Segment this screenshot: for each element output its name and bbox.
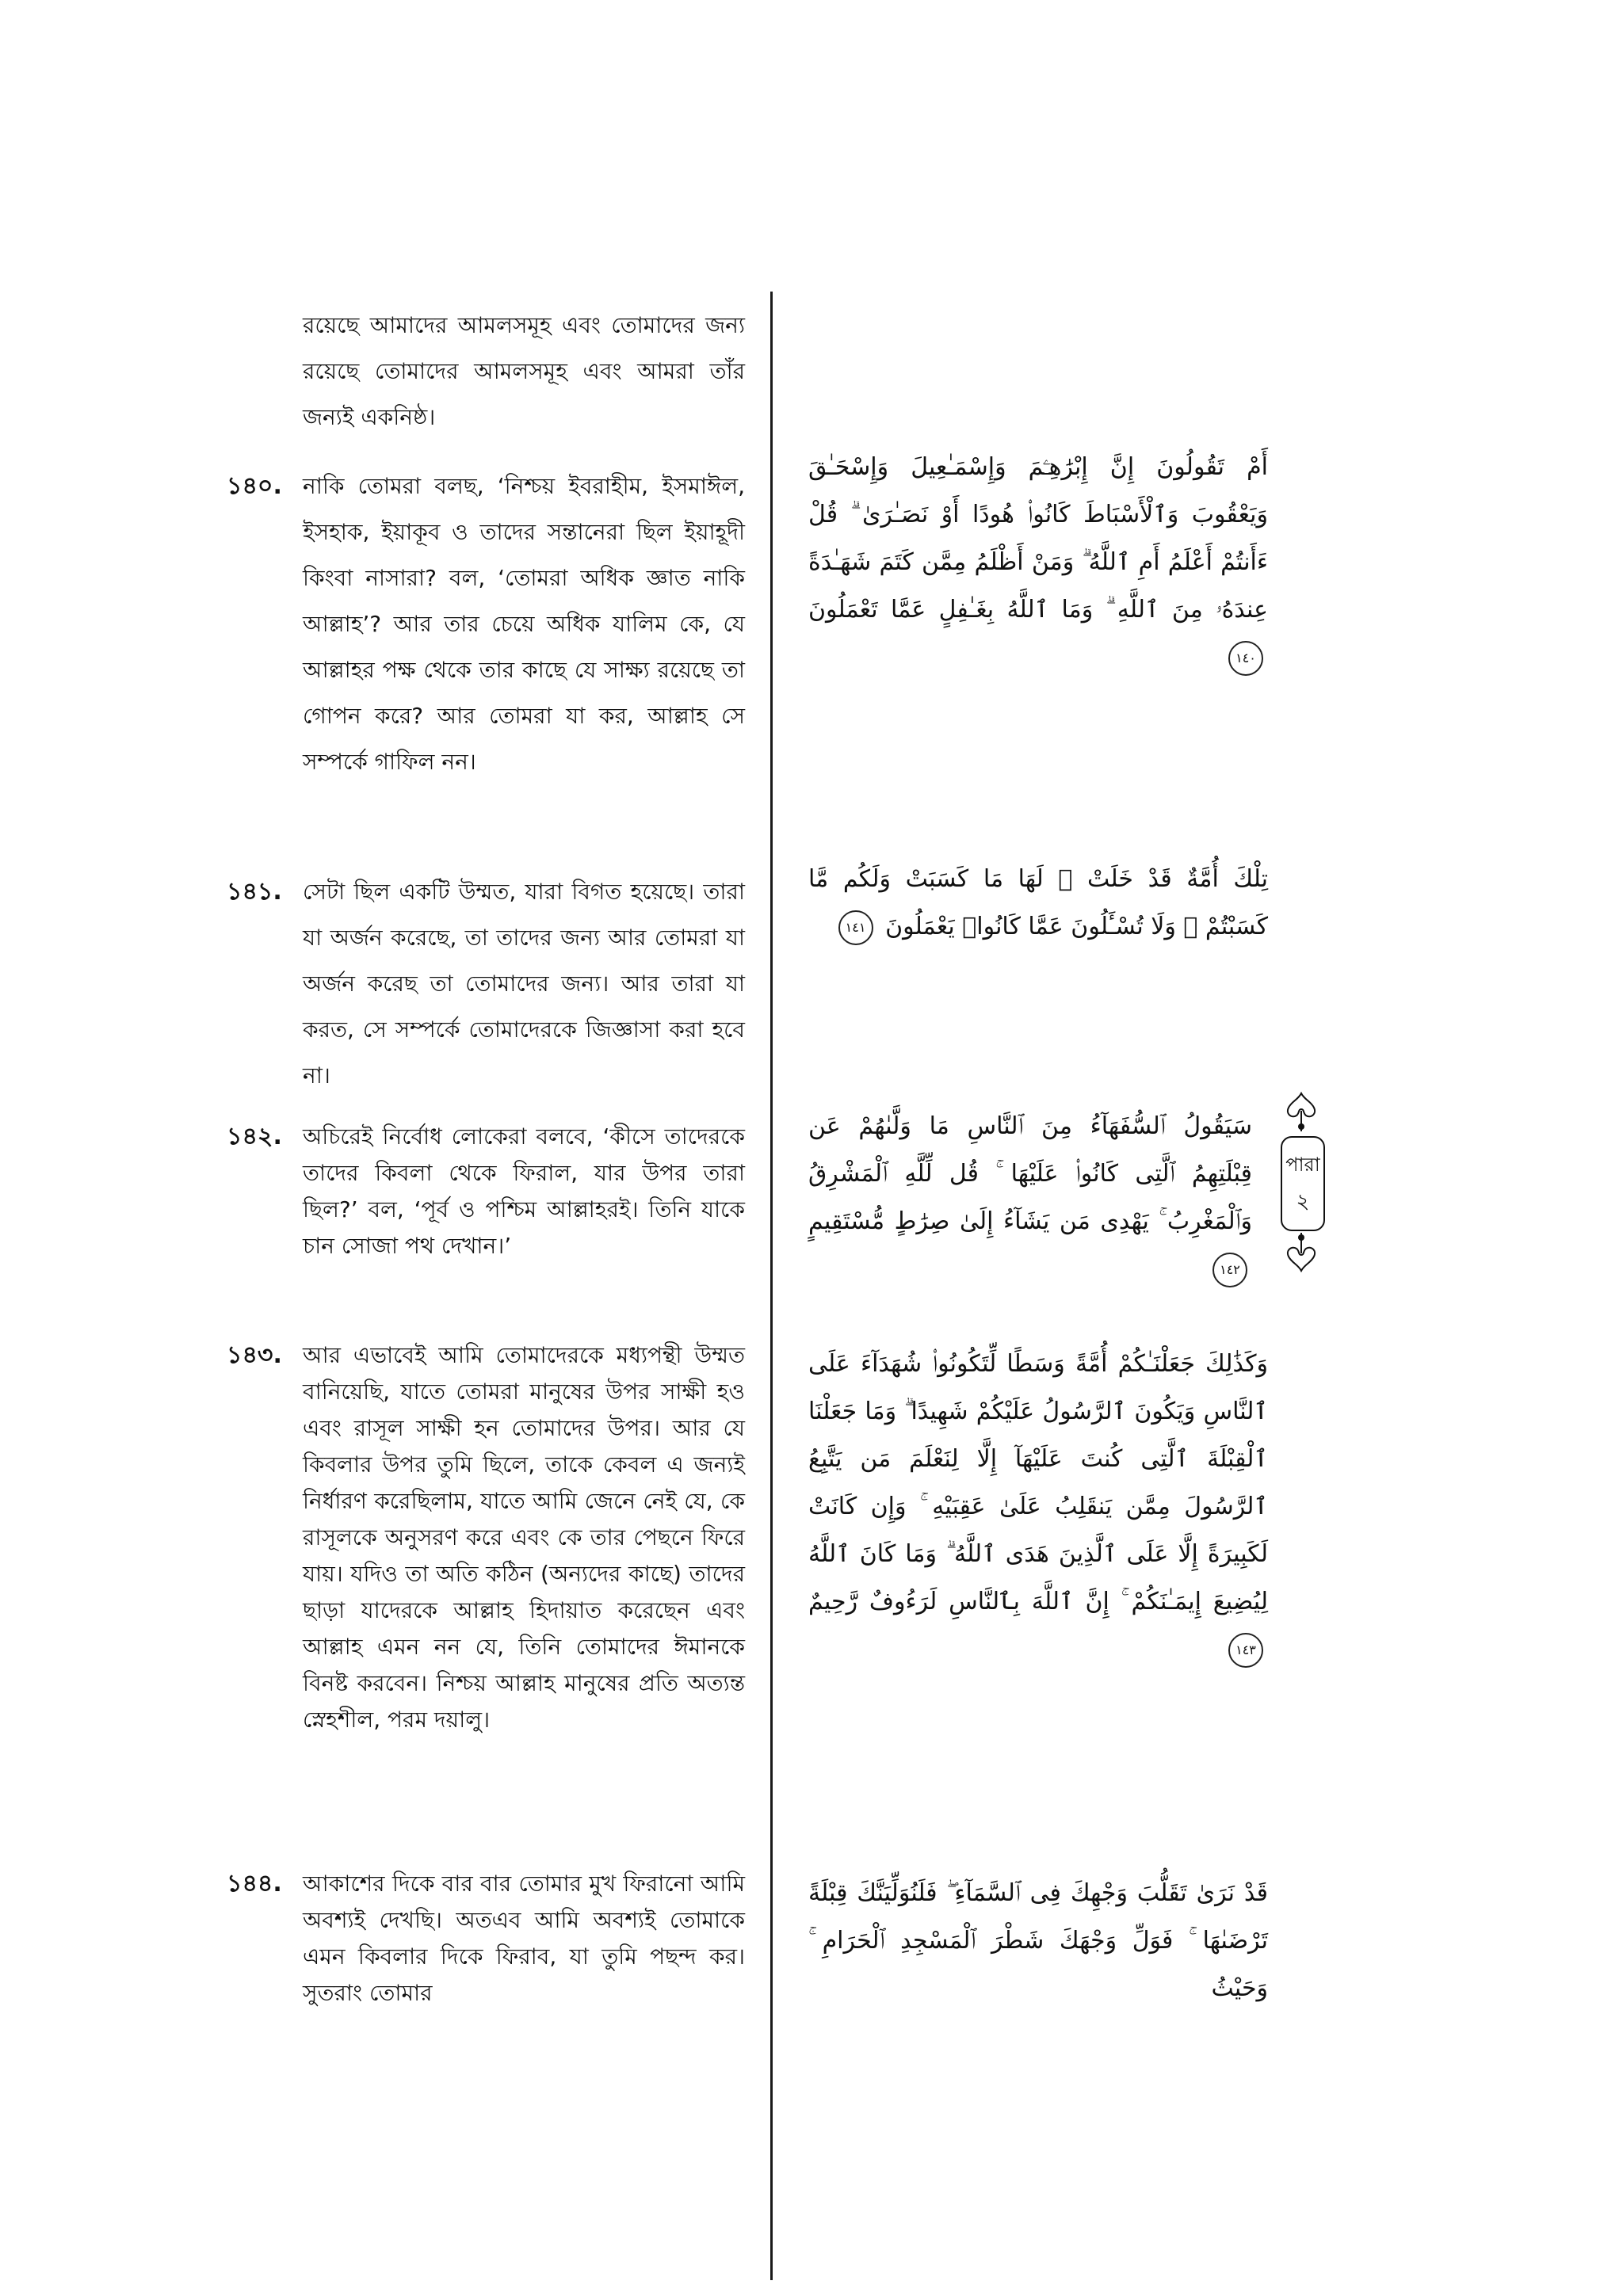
ayah-number-marker: ١٤٢ [1212, 1253, 1247, 1287]
arabic-text: أَمْ تَقُولُونَ إِنَّ إِبْرَٰهِـۧمَ وَإِسْمَـٰعِيلَ وَإِسْحَـٰقَ وَيَعْقُوبَ وَٱلْأَسْبَاطَ كَانُوا۟ هُودًا أَوْ نَصَـٰرَىٰ ۗ قُلْ ءَأَنتُمْ أَعْلَمُ أَمِ ٱللَّهُ ۗ وَمَنْ أَظْلَمُ مِمَّن كَتَمَ شَهَـٰدَةً عِندَهُۥ مِنَ ٱللَّهِ ۗ وَمَا ٱللَّهُ بِغَـٰفِلٍ عَمَّا تَعْمَلُونَ [808, 453, 1268, 624]
verse-text: নাকি তোমরা বলছ, ‘নিশ্চয় ইবরাহীম, ইসমাঈল, ইসহাক, ইয়াকূব ও তাদের সন্তানেরা ছিল ইয়াহূদী কিংবা নাসারা? বল, ‘তোমরা অধিক জ্ঞাত নাকি আল্লাহ’? আর তার চেয়ে অধিক যালিম কে, যে আল্লাহর পক্ষ থেকে তার কাছে যে সাক্ষ্য রয়েছে তা গোপন করে? আর তোমরা যা কর, আল্লাহ সে সম্পর্কে গাফিল নন। [303, 473, 745, 775]
ornament-bottom-icon [1284, 1231, 1319, 1272]
arabic-text: قَدْ نَرَىٰ تَقَلُّبَ وَجْهِكَ فِى ٱلسَّمَآءِ ۖ فَلَنُوَلِّيَنَّكَ قِبْلَةً تَرْضَىٰهَا ۚ فَوَلِّ وَجْهَكَ شَطْرَ ٱلْمَسْجِدِ ٱلْحَرَامِ ۚ وَحَيْثُ [808, 1879, 1268, 2002]
arabic-text: تِلْكَ أُمَّةٌ قَدْ خَلَتْ ۖ لَهَا مَا كَسَبَتْ وَلَكُم مَّا كَسَبْتُمْ ۖ وَلَا تُسْـَٔلُونَ عَمَّا كَانُوا۟ يَعْمَلُونَ [808, 865, 1268, 940]
intro-paragraph [303, 303, 745, 441]
juz-frame [1281, 1136, 1325, 1231]
arabic-text: سَيَقُولُ ٱلسُّفَهَآءُ مِنَ ٱلنَّاسِ مَا وَلَّىٰهُمْ عَن قِبْلَتِهِمُ ٱلَّتِى كَانُوا۟ عَلَيْهَا ۚ قُل لِّلَّهِ ٱلْمَشْرِقُ وَٱلْمَغْرِبُ ۚ يَهْدِى مَن يَشَآءُ إِلَىٰ صِرَٰطٍ مُّسْتَقِيمٍ [808, 1112, 1252, 1235]
ayah-number-marker: ١٤٣ [1228, 1633, 1263, 1668]
verse-142-translation [227, 1119, 745, 1264]
verse-number: ১৪০. [227, 472, 282, 500]
verse-text: আকাশের দিকে বার বার তোমার মুখ ফিরানো আমি অবশ্যই দেখছি। অতএব আমি অবশ্যই তোমাকে এমন কিবলার দিকে ফিরাব, যা তুমি পছন্দ কর। সুতরাং তোমার [303, 1871, 745, 2006]
verse-number: ১৪১. [227, 878, 282, 906]
juz-label: পারা [1285, 1154, 1320, 1176]
ornament-top-icon [1284, 1092, 1319, 1133]
verse-143-translation [227, 1337, 745, 1738]
verse-text: সেটা ছিল একটি উম্মত, যারা বিগত হয়েছে। তারা যা অর্জন করেছে, তা তাদের জন্য আর তোমরা যা অর্জন করেছ তা তোমাদের জন্য। আর তারা যা করত, সে সম্পর্কে তোমাদেরকে জিজ্ঞাসা করা হবে না। [303, 879, 745, 1089]
arabic-verse-142 [808, 1103, 1252, 1293]
ayah-number-marker: ١٤١ [838, 910, 873, 945]
juz-marker [1276, 1092, 1327, 1274]
arabic-verse-143 [808, 1341, 1268, 1673]
intro-text: রয়েছে আমাদের আমলসমূহ এবং তোমাদের জন্য রয়েছে তোমাদের আমলসমূহ এবং আমরা তাঁর জন্যই একনিষ্ঠ। [303, 312, 745, 430]
arabic-verse-141 [808, 856, 1268, 951]
verse-141-translation [227, 869, 745, 1099]
verse-text: আর এভাবেই আমি তোমাদেরকে মধ্যপন্থী উম্মত বানিয়েছি, যাতে তোমরা মানুষের উপর সাক্ষী হও এবং রাসূল সাক্ষী হন তোমাদের উপর। আর যে কিবলার উপর তুমি ছিলে, তাকে কেবল এ জন্যই নির্ধারণ করেছিলাম, যাতে আমি জেনে নেই যে, কে রাসূলকে অনুসরণ করে এবং কে তার পেছনে ফিরে যায়। যদিও তা অতি কঠিন (অন্যদের কাছে) তাদের ছাড়া যাদেরকে আল্লাহ হিদায়াত করেছেন এবং আল্লাহ এমন নন যে, তিনি তোমাদের ঈমানকে বিনষ্ট করবেন। নিশ্চয় আল্লাহ মানুষের প্রতি অত্যন্ত স্নেহশীল, পরম দয়ালু। [303, 1342, 745, 1733]
verse-number: ১৪৪. [227, 1870, 282, 1897]
arabic-verse-144 [808, 1870, 1268, 2012]
verse-144-translation [227, 1866, 745, 2012]
verse-140-translation [227, 463, 745, 785]
verse-number: ১৪২. [227, 1123, 282, 1150]
ayah-number-marker: ١٤٠ [1228, 641, 1263, 676]
verse-text: অচিরেই নির্বোধ লোকেরা বলবে, ‘কীসে তাদেরকে তাদের কিবলা থেকে ফিরাল, যার উপর তারা ছিল?’ বল, ‘পূর্ব ও পশ্চিম আল্লাহরই। তিনি যাকে চান সোজা পথ দেখান।’ [303, 1123, 745, 1259]
arabic-text: وَكَذَٰلِكَ جَعَلْنَـٰكُمْ أُمَّةً وَسَطًا لِّتَكُونُوا۟ شُهَدَآءَ عَلَى ٱلنَّاسِ وَيَكُونَ ٱلرَّسُولُ عَلَيْكُمْ شَهِيدًا ۗ وَمَا جَعَلْنَا ٱلْقِبْلَةَ ٱلَّتِى كُنتَ عَلَيْهَآ إِلَّا لِنَعْلَمَ مَن يَتَّبِعُ ٱلرَّسُولَ مِمَّن يَنقَلِبُ عَلَىٰ عَقِبَيْهِ ۚ وَإِن كَانَتْ لَكَبِيرَةً إِلَّا عَلَى ٱلَّذِينَ هَدَى ٱللَّهُ ۗ وَمَا كَانَ ٱللَّهُ لِيُضِيعَ إِيمَـٰنَكُمْ ۚ إِنَّ ٱللَّهَ بِٱلنَّاسِ لَرَءُوفٌ رَّحِيمٌ [808, 1350, 1268, 1615]
arabic-verse-140 [808, 444, 1268, 681]
verse-number: ১৪৩. [227, 1341, 282, 1369]
juz-number: ২ [1296, 1190, 1310, 1214]
column-divider [770, 292, 773, 2280]
